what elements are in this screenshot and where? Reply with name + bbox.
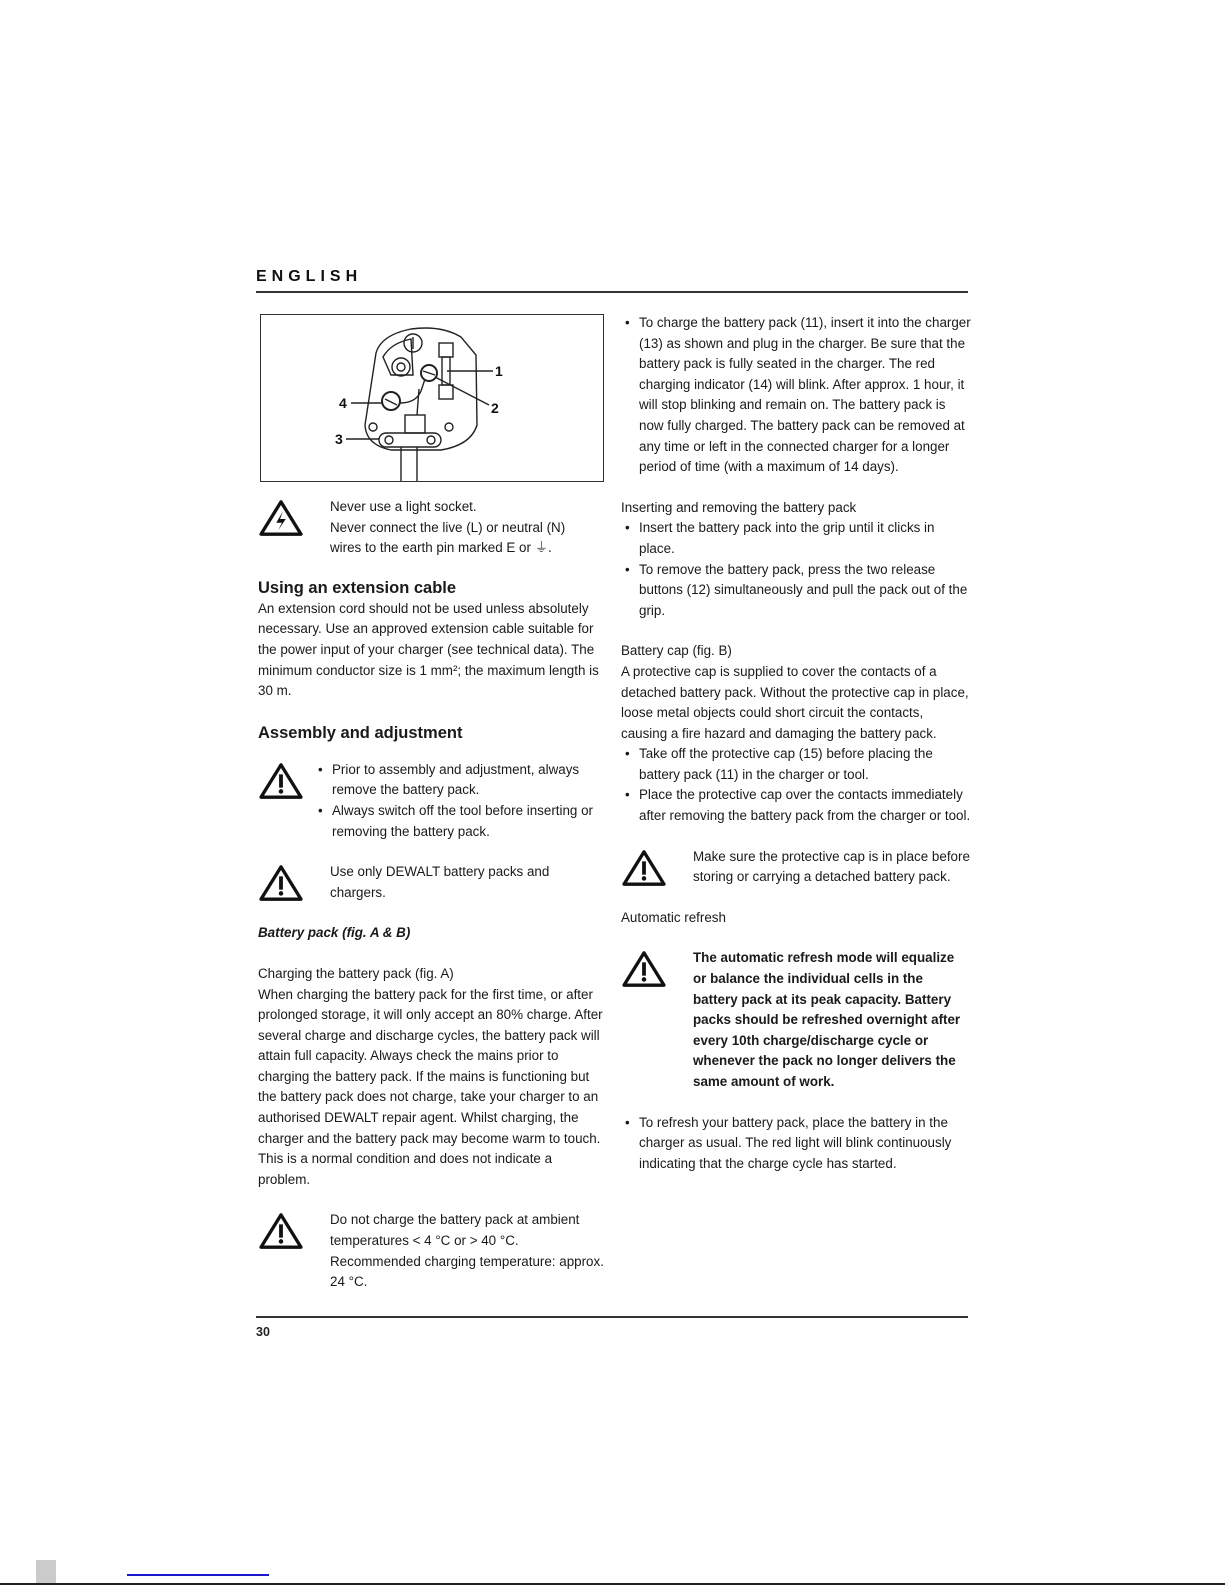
- temperature-warning-text: Do not charge the battery pack at ambient temperatures < 4 °C or > 40 °C. Recommended charging temperature: approx. 24 °C.: [330, 1212, 604, 1290]
- electrical-warning: [258, 497, 606, 559]
- refresh-warning: [621, 948, 971, 1092]
- dewalt-only-text: Use only DEWALT battery packs and chargers.: [330, 864, 550, 900]
- figure-label-1: 1: [495, 363, 503, 379]
- scan-underline-mark: [127, 1574, 269, 1576]
- battery-cap-body: A protective cap is supplied to cover the contacts of a detached battery pack. Without the protective cap in place, loose metal objects could short circuit the contacts, causing a fire hazard and damaging the battery pack.: [621, 663, 969, 741]
- caution-warning-icon: [258, 762, 304, 800]
- figure-label-4: 4: [339, 395, 347, 411]
- protective-cap-warning: [621, 847, 971, 888]
- refresh-warning-text: The automatic refresh mode will equalize or balance the individual cells in the battery pack at its peak capacity. Battery packs should be refreshed overnight after every 10th charge/discharge cycle or whenever the pack no longer delivers the same amount of work.: [693, 950, 961, 1089]
- figure-label-2: 2: [491, 400, 499, 416]
- section-title-assembly: Assembly and adjustment: [258, 723, 463, 742]
- electrical-warning-line-3: wires to the earth pin marked E or ⏚.: [330, 540, 552, 556]
- left-column: [258, 497, 606, 1293]
- charging-body: When charging the battery pack for the first time, or after prolonged storage, it will only accept an 80% charge. After several charge and discharge cycles, the battery pack will attain full capacity. Always check the mains prior to charging the battery pack. If the mains is functioning but the battery pack does not charge, take your charger to an authorised DEWALT repair agent. Whilst charging, the charger and the battery pack may become warm to touch. This is a normal condition and does not indicate a problem.: [258, 986, 603, 1187]
- plug-wiring-figure: [260, 314, 604, 482]
- inserting-bullet-2: • To remove the battery pack, press the two release buttons (12) simultaneously and pull the pack out of the grip.: [621, 560, 971, 622]
- caution-warning-icon: [621, 849, 667, 887]
- charging-subtitle: Charging the battery pack (fig. A): [258, 965, 454, 981]
- right-column: [621, 313, 971, 1174]
- battery-cap-bullet-1: • Take off the protective cap (15) before placing the battery pack (11) in the charger or tool.: [621, 744, 971, 785]
- scan-corner-mark: [36, 1560, 56, 1585]
- electrical-warning-line-1: Never use a light socket.: [330, 499, 477, 514]
- caution-warning-icon: [258, 864, 304, 902]
- refresh-bullet: • To refresh your battery pack, place the battery in the charger as usual. The red light will blink continuously indicating that the charge cycle has started.: [621, 1113, 971, 1175]
- section-title-extension-cable: Using an extension cable: [258, 578, 457, 597]
- page-header-language: ENGLISH: [256, 268, 363, 285]
- inserting-subtitle: Inserting and removing the battery pack: [621, 499, 857, 515]
- battery-pack-subtitle: Battery pack (fig. A & B): [258, 925, 411, 941]
- page-number: 30: [256, 1325, 270, 1339]
- caution-warning-icon: [621, 950, 667, 988]
- electric-shock-warning-icon: [258, 499, 304, 537]
- assembly-bullet-2: • Always switch off the tool before inserting or removing the battery pack.: [314, 801, 606, 842]
- protective-cap-warning-text: Make sure the protective cap is in place before storing or carrying a detached battery pack.: [693, 848, 970, 885]
- footer-divider: [256, 1316, 968, 1318]
- automatic-refresh-subtitle: Automatic refresh: [621, 909, 726, 925]
- figure-label-3: 3: [335, 431, 343, 447]
- battery-cap-subtitle: Battery cap (fig. B): [621, 643, 732, 659]
- temperature-warning: [258, 1210, 606, 1292]
- assembly-bullet-1: • Prior to assembly and adjustment, always remove the battery pack.: [314, 760, 606, 801]
- inserting-bullet-1: • Insert the battery pack into the grip until it clicks in place.: [621, 518, 971, 559]
- extension-cable-body: An extension cord should not be used unless absolutely necessary. Use an approved extension cable suitable for the power input of your charger (see technical data). The minimum conductor size is 1 mm²; the maximum length is 30 m.: [258, 600, 599, 699]
- plug-diagram-icon: [321, 315, 521, 481]
- dewalt-only-warning: [258, 862, 606, 903]
- caution-warning-icon: [258, 1212, 304, 1250]
- charge-bullet: • To charge the battery pack (11), insert it into the charger (13) as shown and plug in the charger. Be sure that the battery pack is fully seated in the charger. The red charging indicator (14) will blink. After approx. 1 hour, it will stop blinking and remain on. The battery pack is now fully charged. The battery pack can be removed at any time or left in the connected charger for a longer period of time (with a maximum of 14 days).: [621, 313, 971, 478]
- header-divider: [256, 291, 968, 293]
- assembly-warning: [258, 760, 606, 842]
- battery-cap-bullet-2: • Place the protective cap over the contacts immediately after removing the battery pack from the charger or tool.: [621, 785, 971, 826]
- electrical-warning-line-2: Never connect the live (L) or neutral (N): [330, 519, 566, 535]
